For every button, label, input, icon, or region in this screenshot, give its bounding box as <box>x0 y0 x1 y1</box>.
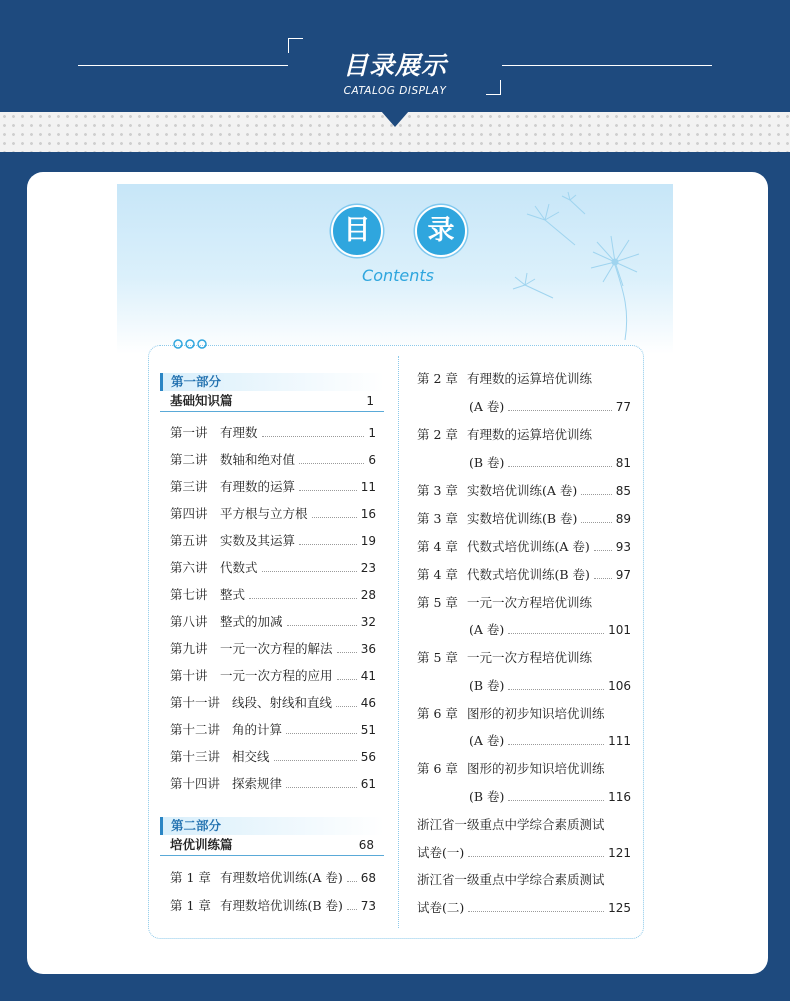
header-notch <box>381 111 409 127</box>
part1-heading <box>160 373 384 412</box>
entry-page: 1 <box>368 426 376 440</box>
entry-title: 实数培优训练(B 卷) <box>467 511 578 526</box>
dot-leader <box>347 908 357 910</box>
part1-name: 基础知识篇 <box>170 393 233 408</box>
toc-entry[interactable] <box>417 537 631 557</box>
entry-page: 56 <box>360 750 376 764</box>
toc-entry[interactable] <box>417 704 631 724</box>
entry-title: 相交线 <box>232 749 270 764</box>
dot-leader <box>287 624 357 626</box>
dot-leader <box>508 743 604 745</box>
entry-title: 有理数的运算 <box>220 479 296 494</box>
entry-title: 平方根与立方根 <box>220 506 308 521</box>
toc-entry-continuation[interactable] <box>469 397 631 417</box>
entry-page: 116 <box>608 790 631 804</box>
toc-entry[interactable] <box>170 450 376 470</box>
entry-page: 101 <box>608 623 631 637</box>
part2-page: 68 <box>358 838 374 852</box>
entry-title: 一元一次方程培优训练 <box>467 595 593 610</box>
dot-leader <box>336 705 357 707</box>
entry-page: 77 <box>615 400 631 414</box>
entry-number: 第七讲 <box>170 587 208 602</box>
dot-leader <box>468 910 604 912</box>
entry-page: 19 <box>360 534 376 548</box>
toc-entry-continuation[interactable] <box>469 676 631 696</box>
toc-entry[interactable] <box>170 639 376 659</box>
header-rule-right <box>502 65 712 66</box>
entry-title: 有理数培优训练(B 卷) <box>220 898 343 913</box>
toc-entry[interactable] <box>170 612 376 632</box>
entry-number: 第十四讲 <box>170 776 221 791</box>
entry-title: (B 卷) <box>469 455 505 470</box>
toc-entry-continuation[interactable] <box>417 843 631 863</box>
column-divider <box>398 356 399 928</box>
catalog-char-1: 目 <box>331 205 383 257</box>
entry-number: 第五讲 <box>170 533 208 548</box>
toc-entry[interactable] <box>417 815 631 835</box>
entry-number: 第十二讲 <box>170 722 221 737</box>
entry-page: 97 <box>615 568 631 582</box>
part1-name-row[interactable] <box>160 391 384 412</box>
header-rule-left <box>78 65 288 66</box>
toc-entry[interactable] <box>170 477 376 497</box>
toc-entry-continuation[interactable] <box>417 898 631 918</box>
part1-page: 1 <box>366 394 374 408</box>
dot-leader <box>581 521 611 523</box>
entry-number: 第九讲 <box>170 641 208 656</box>
entry-page: 41 <box>360 669 376 683</box>
entry-number: 第 5 章 <box>417 595 458 610</box>
dot-leader <box>249 597 357 599</box>
entry-title: 探索规律 <box>232 776 283 791</box>
entry-title: (A 卷) <box>469 622 505 637</box>
dot-leader <box>508 799 604 801</box>
part2-name-row[interactable] <box>160 835 384 856</box>
entry-title: 一元一次方程的解法 <box>220 641 333 656</box>
dot-leader <box>262 435 365 437</box>
catalog-char-2: 录 <box>415 205 467 257</box>
entry-page: 51 <box>360 723 376 737</box>
entry-number: 第 3 章 <box>417 483 458 498</box>
entry-page: 85 <box>615 484 631 498</box>
entry-title: 有理数的运算培优训练 <box>467 371 593 386</box>
dot-leader <box>594 577 612 579</box>
toc-entry[interactable] <box>170 774 376 794</box>
entry-number: 第 3 章 <box>417 511 458 526</box>
entry-title: (A 卷) <box>469 399 505 414</box>
toc-entry-continuation[interactable] <box>469 620 631 640</box>
entry-title: (B 卷) <box>469 678 505 693</box>
entry-page: 11 <box>360 480 376 494</box>
entry-number: 第三讲 <box>170 479 208 494</box>
dot-leader <box>312 516 357 518</box>
dot-leader <box>508 409 611 411</box>
toc-entry[interactable] <box>170 423 376 443</box>
entry-number: 第 5 章 <box>417 650 458 665</box>
entry-title: 整式 <box>220 587 246 602</box>
dot-leader <box>299 489 357 491</box>
toc-entry[interactable] <box>417 369 631 389</box>
dandelion-illustration <box>505 190 665 340</box>
entry-page: 111 <box>608 734 631 748</box>
entry-page: 46 <box>360 696 376 710</box>
entry-title: 整式的加减 <box>220 614 283 629</box>
dot-leader <box>274 759 357 761</box>
dot-leader <box>347 880 357 882</box>
entry-number: 第六讲 <box>170 560 208 575</box>
toc-entry[interactable] <box>170 558 376 578</box>
toc-entry[interactable] <box>417 870 631 890</box>
toc-entry[interactable] <box>170 504 376 524</box>
entry-page: 32 <box>360 615 376 629</box>
entry-page: 23 <box>360 561 376 575</box>
entry-title: 代数式 <box>220 560 258 575</box>
part2-heading <box>160 817 384 856</box>
entry-page: 125 <box>608 901 631 915</box>
entry-number: 第 6 章 <box>417 761 458 776</box>
entry-number: 第 4 章 <box>417 567 458 582</box>
toc-entry[interactable] <box>170 693 376 713</box>
toc-entry[interactable] <box>170 747 376 767</box>
entry-page: 6 <box>368 453 376 467</box>
entry-title: 一元一次方程培优训练 <box>467 650 593 665</box>
toc-entry[interactable] <box>417 648 631 668</box>
dot-leader <box>581 493 611 495</box>
entry-title: 浙江省一级重点中学综合素质测试 <box>417 817 605 832</box>
toc-entry[interactable] <box>417 593 631 613</box>
toc-entry[interactable] <box>170 868 376 888</box>
toc-entry-continuation[interactable] <box>469 453 631 473</box>
entry-number: 第二讲 <box>170 452 208 467</box>
entry-title: 试卷(二) <box>417 900 465 915</box>
toc-entry[interactable] <box>170 666 376 686</box>
entry-title: 有理数 <box>220 425 258 440</box>
entry-title: 代数式培优训练(B 卷) <box>467 567 590 582</box>
toc-entry[interactable] <box>170 896 376 916</box>
entry-number: 第八讲 <box>170 614 208 629</box>
dot-leader <box>337 651 357 653</box>
entry-title: 图形的初步知识培优训练 <box>467 761 605 776</box>
entry-title: 实数培优训练(A 卷) <box>467 483 578 498</box>
entry-page: 81 <box>615 456 631 470</box>
dot-leader <box>337 678 357 680</box>
dot-leader <box>468 855 604 857</box>
toc-entry[interactable] <box>170 585 376 605</box>
entry-page: 73 <box>360 899 376 913</box>
header-title: 目录展示 <box>342 51 447 80</box>
entry-page: 106 <box>608 679 631 693</box>
dot-leader <box>299 543 357 545</box>
entry-number: 第 1 章 <box>170 898 211 913</box>
entry-number: 第十三讲 <box>170 749 221 764</box>
dot-leader <box>299 462 364 464</box>
entry-number: 第十一讲 <box>170 695 221 710</box>
entry-page: 61 <box>360 777 376 791</box>
entry-number: 第十讲 <box>170 668 208 683</box>
entry-page: 93 <box>615 540 631 554</box>
entry-number: 第 2 章 <box>417 371 458 386</box>
entry-title: 代数式培优训练(A 卷) <box>467 539 590 554</box>
toc-entry-continuation[interactable] <box>469 787 631 807</box>
part2-name: 培优训练篇 <box>170 837 233 852</box>
entry-title: (A 卷) <box>469 733 505 748</box>
entry-number: 第 6 章 <box>417 706 458 721</box>
entry-title: 数轴和绝对值 <box>220 452 296 467</box>
part2-label: 第二部分 <box>160 817 384 835</box>
dot-leader <box>508 632 604 634</box>
entry-title: 实数及其运算 <box>220 533 296 548</box>
toc-entry[interactable] <box>417 759 631 779</box>
entry-number: 第 2 章 <box>417 427 458 442</box>
entry-number: 第 4 章 <box>417 539 458 554</box>
dot-leader <box>508 465 611 467</box>
toc-entry[interactable] <box>170 531 376 551</box>
entry-title: (B 卷) <box>469 789 505 804</box>
entry-number: 第 1 章 <box>170 870 211 885</box>
entry-page: 121 <box>608 846 631 860</box>
header-subtitle: CATALOG DISPLAY <box>343 85 447 97</box>
part1-label: 第一部分 <box>160 373 384 391</box>
entry-number: 第四讲 <box>170 506 208 521</box>
entry-title: 试卷(一) <box>417 845 465 860</box>
entry-title: 线段、射线和直线 <box>232 695 333 710</box>
entry-page: 28 <box>360 588 376 602</box>
entry-title: 浙江省一级重点中学综合素质测试 <box>417 872 605 887</box>
entry-title: 一元一次方程的应用 <box>220 668 333 683</box>
entry-title: 图形的初步知识培优训练 <box>467 706 605 721</box>
toc-entry[interactable] <box>417 509 631 529</box>
toc-entry[interactable] <box>417 425 631 445</box>
contents-label: Contents <box>362 266 434 285</box>
toc-entry[interactable] <box>417 565 631 585</box>
entry-page: 36 <box>360 642 376 656</box>
entry-page: 89 <box>615 512 631 526</box>
toc-entry-continuation[interactable] <box>469 731 631 751</box>
entry-title: 角的计算 <box>232 722 283 737</box>
spiral-loops-icon <box>172 336 212 352</box>
entry-page: 68 <box>360 871 376 885</box>
dot-leader <box>594 549 612 551</box>
entry-title: 有理数培优训练(A 卷) <box>220 870 343 885</box>
dot-leader <box>508 688 604 690</box>
dot-leader <box>286 786 357 788</box>
entry-title: 有理数的运算培优训练 <box>467 427 593 442</box>
entry-page: 16 <box>360 507 376 521</box>
toc-entry[interactable] <box>170 720 376 740</box>
toc-entry[interactable] <box>417 481 631 501</box>
entry-number: 第一讲 <box>170 425 208 440</box>
dot-leader <box>262 570 357 572</box>
dot-leader <box>286 732 357 734</box>
